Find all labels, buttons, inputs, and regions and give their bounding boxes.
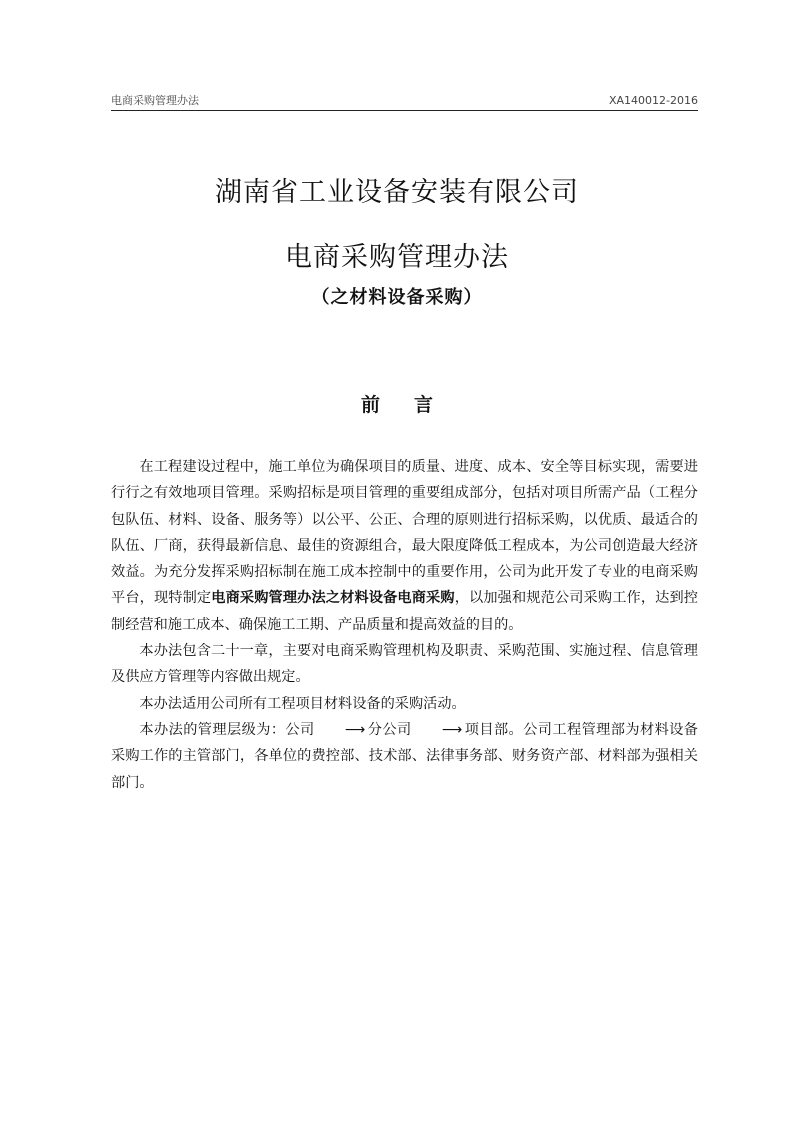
paragraph-2: 本办法包含二十一章，主要对电商采购管理机构及职责、采购范围、实施过程、信息管理及供应方管理等内容做出规定。 — [111, 643, 698, 686]
header-doc-code: XA140012-2016 — [608, 94, 698, 107]
document-subtitle: （之材料设备采购） — [311, 287, 483, 308]
company-title: 湖南省工业设备安装有限公司 — [215, 177, 579, 208]
paragraph-1-bold-text: 电商采购管理办法之材料设备电商采购 — [211, 590, 455, 607]
arrow-right-icon: ⟶ — [441, 721, 463, 738]
preface-heading-first-char: 前 — [360, 394, 380, 416]
preface-heading-second-char: 言 — [414, 394, 434, 416]
paragraph-4 — [111, 717, 698, 796]
paragraph-4-lead: 本办法的管理层级为：公司 — [139, 721, 315, 738]
header-doc-name: 电商采购管理办法 — [111, 94, 199, 107]
arrow-right-icon: ⟶ — [345, 721, 366, 738]
page-header — [111, 94, 698, 111]
paragraph-3: 本办法适用公司所有工程项目材料设备的采购活动。 — [139, 695, 466, 712]
paragraph-4-mid: 分公司 — [367, 721, 412, 738]
paragraph-4-tail: 项目部。公司工程管理部为材料设备采购工作的主管部门，各单位的费控部、技术部、法律事务部、财务资产部、材料部为强相关部门。 — [111, 721, 698, 791]
paragraph-1-text-a: 在工程建设过程中，施工单位为确保项目的质量、进度、成本、安全等目标实现，需要进行行之有效地项目管理。采购招标是项目管理的重要组成部分，包括对项目所需产品（工程分包队伍、材料、设备、服务等）以公平、公正、合理的原则进行招标采购，以优质、最适合的队伍、厂商，获得最新信息、最佳的资源组合，最大限度降低工程成本，为公司创造最大经济效益。为充分发挥采购招标制在施工成本控制中的重要作用，公司为此开发了专业的电商采购平台，现特制定 — [111, 459, 698, 607]
paragraph-1 — [111, 454, 698, 638]
preface-body — [111, 454, 698, 796]
document-title: 电商采购管理办法 — [285, 242, 509, 273]
preface-heading — [0, 390, 794, 420]
paragraph-1-text-b: ，以加强和规范公司采购工作，达到控制经营和施工成本、确保施工工期、产品质量和提高效益的目的。 — [111, 590, 698, 633]
